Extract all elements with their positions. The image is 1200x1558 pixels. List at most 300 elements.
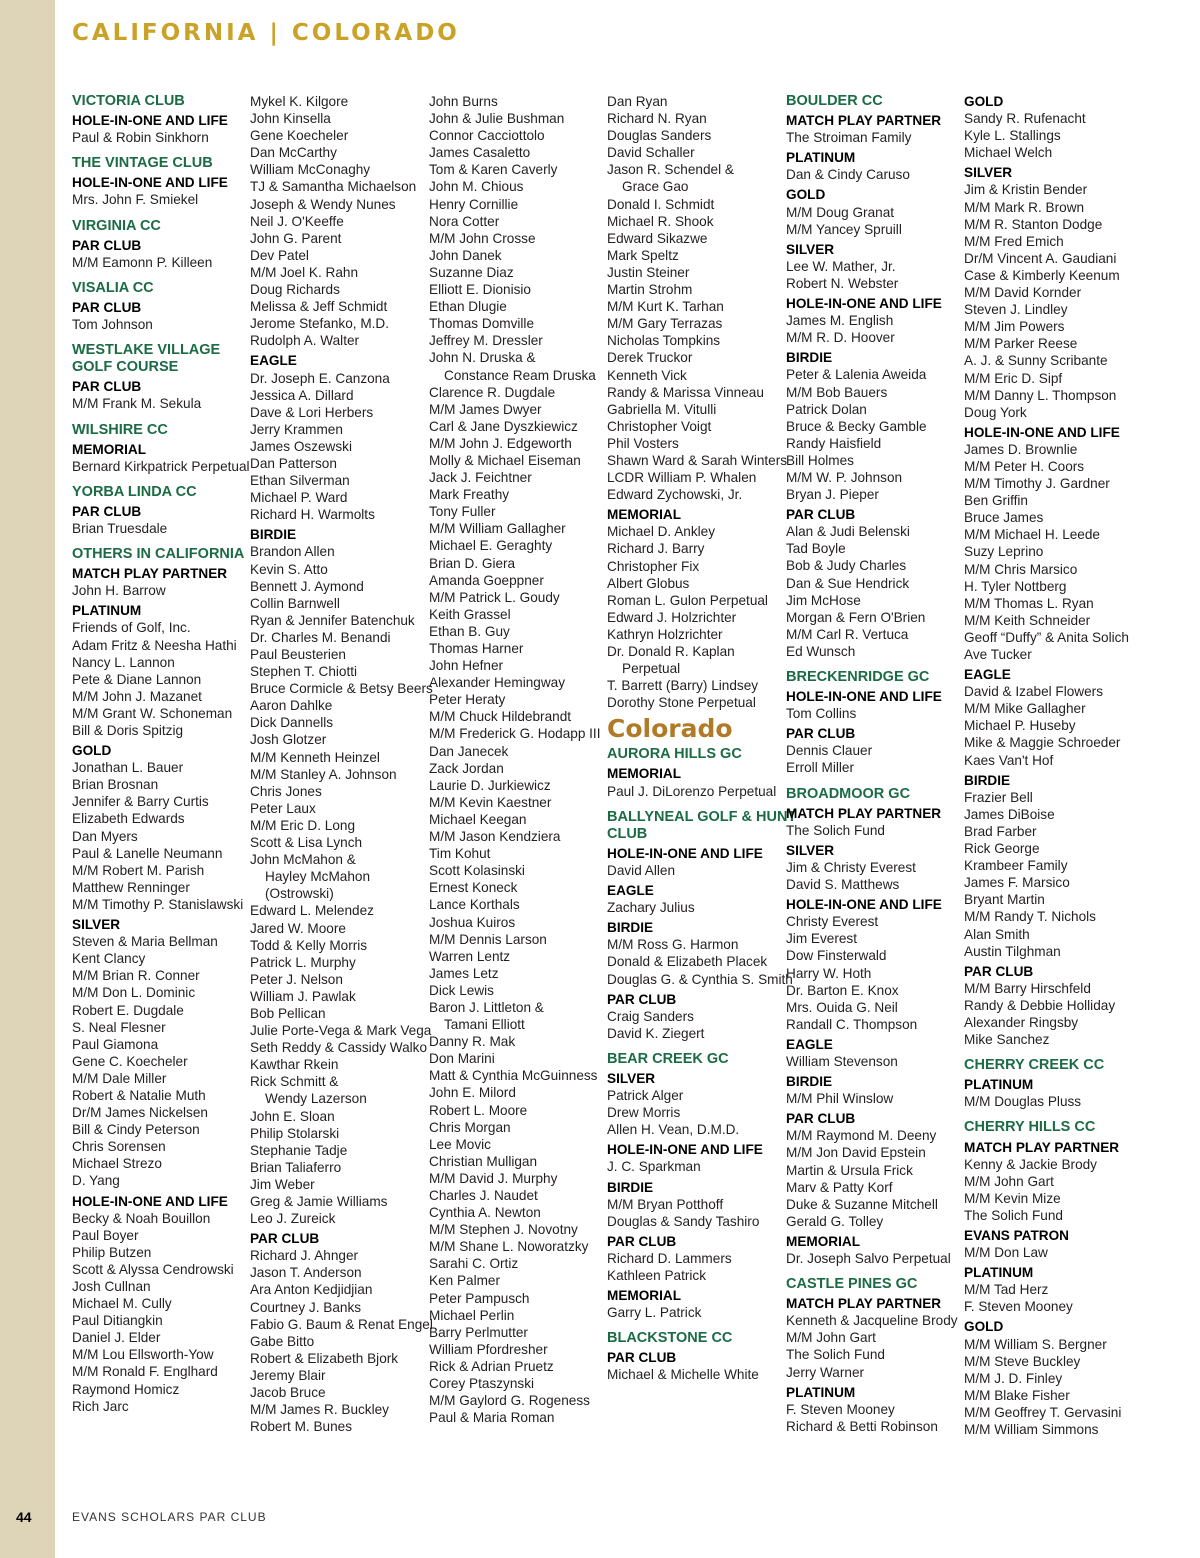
member-name: Paul Boyer	[72, 1227, 139, 1243]
member-name: Keith Grassel	[429, 606, 511, 622]
member-name: Courtney J. Banks	[250, 1299, 362, 1315]
member-name: Ken Palmer	[429, 1273, 501, 1289]
level-heading: PAR CLUB	[964, 963, 1034, 979]
member-name: Edward J. Holzrichter	[607, 609, 737, 625]
member-name: Bill Holmes	[786, 452, 854, 468]
member-name: Michael & Michelle White	[607, 1367, 759, 1383]
member-name: Dave & Lori Herbers	[250, 404, 374, 420]
level-heading: SILVER	[964, 165, 1013, 181]
member-name: Michael D. Ankley	[607, 524, 716, 540]
member-name: Bryant Martin	[964, 892, 1045, 908]
member-name: Randall C. Thompson	[786, 1016, 918, 1032]
member-name: Scott Kolasinski	[429, 863, 525, 879]
member-name: Philip Butzen	[72, 1244, 152, 1260]
member-name: Patrick Alger	[607, 1088, 684, 1104]
member-name: Douglas Sanders	[607, 128, 712, 144]
member-name: Mark Freathy	[429, 487, 510, 503]
member-name: Kaes Van't Hof	[964, 752, 1054, 768]
member-name: D. Yang	[72, 1173, 120, 1189]
member-name: Richard H. Warmolts	[250, 507, 375, 523]
column-1	[72, 93, 248, 1415]
member-name: Dev Patel	[250, 247, 309, 263]
member-name: Thomas Domville	[429, 316, 534, 332]
member-name: M/M Lou Ellsworth-Yow	[72, 1347, 214, 1363]
member-name: Brandon Allen	[250, 544, 335, 560]
level-heading: PLATINUM	[964, 1077, 1034, 1093]
member-name: William J. Pawlak	[250, 988, 356, 1004]
member-name: Corey Ptaszynski	[429, 1376, 535, 1392]
level-heading: PAR CLUB	[607, 991, 677, 1007]
member-name: M/M Parker Reese	[964, 336, 1078, 352]
member-name: M/M Joel K. Rahn	[250, 264, 359, 280]
level-heading: PLATINUM	[964, 1265, 1034, 1281]
member-name: M/M John Gart	[786, 1330, 876, 1346]
member-name: James D. Brownlie	[964, 441, 1078, 457]
member-name: M/M Eric D. Long	[250, 817, 355, 833]
level-heading: GOLD	[964, 1319, 1004, 1335]
member-name: Dr/M James Nickelsen	[72, 1105, 208, 1121]
member-name: John Hefner	[429, 658, 504, 674]
member-name: Jerry Warner	[786, 1364, 865, 1380]
member-name: Zack Jordan	[429, 760, 504, 776]
member-name: M/M David Kornder	[964, 285, 1082, 301]
member-name: M/M James Dwyer	[429, 401, 542, 417]
member-name: Jennifer & Barry Curtis	[72, 794, 209, 810]
club-name: BLACKSTONE CC	[607, 1330, 733, 1347]
state-heading: Colorado	[607, 714, 733, 744]
member-name: Edward L. Melendez	[250, 903, 374, 919]
member-name: John N. Druska &	[429, 350, 536, 366]
column-4	[607, 93, 797, 1384]
member-name: Kenny & Jackie Brody	[964, 1156, 1097, 1172]
member-name: Craig Sanders	[607, 1008, 694, 1024]
level-heading: HOLE-IN-ONE AND LIFE	[607, 845, 763, 861]
column-3	[429, 93, 605, 1426]
member-name: Brian Taliaferro	[250, 1159, 342, 1175]
member-name: Christopher Voigt	[607, 418, 712, 434]
level-heading: PAR CLUB	[72, 299, 142, 315]
member-name: Friends of Golf, Inc.	[72, 620, 191, 636]
member-name: Dr. Barton E. Knox	[786, 982, 899, 998]
member-name: M/M Raymond M. Deeny	[786, 1128, 937, 1144]
member-name: Michael Keegan	[429, 811, 527, 827]
member-name: Austin Tilghman	[964, 943, 1061, 959]
member-name: Paul Ditiangkin	[72, 1313, 163, 1329]
member-name: Peter Heraty	[429, 692, 506, 708]
member-name: Rick George	[964, 841, 1040, 857]
member-name: Jerome Stefanko, M.D.	[250, 316, 390, 332]
member-name: Brad Farber	[964, 823, 1037, 839]
member-name: M/M W. P. Johnson	[786, 469, 903, 485]
member-name: Dan Ryan	[607, 94, 668, 109]
member-name: Bob Pellican	[250, 1005, 326, 1021]
member-name: Chris Jones	[250, 783, 322, 799]
club-name: CHERRY HILLS CC	[964, 1119, 1096, 1136]
member-name: John E. Milord	[429, 1085, 516, 1101]
member-name: Ara Anton Kedjidjian	[250, 1282, 373, 1298]
member-name: Sandy R. Rufenacht	[964, 111, 1086, 127]
member-name: Jim McHose	[786, 592, 861, 608]
member-name: Jacob Bruce	[250, 1385, 326, 1401]
member-name: Danny R. Mak	[429, 1034, 516, 1050]
member-name: Josh Glotzer	[250, 732, 327, 748]
page-header: CALIFORNIA | COLORADO	[72, 20, 460, 46]
member-name: Robert E. Dugdale	[72, 1002, 184, 1018]
member-name: Michael Welch	[964, 145, 1053, 161]
member-name: M/M Robert M. Parish	[72, 862, 205, 878]
member-name: Roman L. Gulon Perpetual	[607, 592, 768, 608]
member-name: Allen H. Vean, D.M.D.	[607, 1122, 740, 1138]
member-name: Paul & Robin Sinkhorn	[72, 130, 209, 146]
member-name: Lance Korthals	[429, 897, 520, 913]
member-name: Brian D. Giera	[429, 555, 516, 571]
member-name: Becky & Noah Bouillon	[72, 1210, 211, 1226]
member-name: Kawthar Rkein	[250, 1057, 339, 1073]
level-heading: BIRDIE	[786, 350, 833, 366]
member-name: Alan & Judi Belenski	[786, 524, 910, 540]
member-name: M/M Phil Winslow	[786, 1091, 894, 1107]
side-bar	[0, 0, 55, 1558]
member-name: M/M Danny L. Thompson	[964, 387, 1117, 403]
member-name: M/M John J. Mazanet	[72, 688, 202, 704]
member-name: Bernard Kirkpatrick Perpetual	[72, 458, 250, 474]
member-name: Leo J. Zureick	[250, 1211, 336, 1227]
member-name: Jim Everest	[786, 931, 858, 947]
member-name: M/M James R. Buckley	[250, 1402, 389, 1418]
member-name: William Stevenson	[786, 1053, 898, 1069]
member-name: Marv & Patty Korf	[786, 1179, 893, 1195]
member-name: T. Barrett (Barry) Lindsey	[607, 678, 759, 694]
member-name: A. J. & Sunny Scribante	[964, 353, 1108, 369]
level-heading: MEMORIAL	[607, 1288, 682, 1304]
member-name: Rick & Adrian Pruetz	[429, 1358, 554, 1374]
member-name: M/M Jim Powers	[964, 319, 1065, 335]
member-name: Scott & Lisa Lynch	[250, 835, 363, 851]
member-name: James Casaletto	[429, 145, 531, 161]
member-name: Gabriella M. Vitulli	[607, 401, 717, 417]
member-name: Thomas Harner	[429, 641, 524, 656]
member-name: M/M Mike Gallagher	[964, 701, 1086, 717]
member-name: M/M Dennis Larson	[429, 931, 547, 947]
member-name: John & Julie Bushman	[429, 111, 565, 127]
member-name: Hayley McMahon	[265, 869, 371, 885]
member-name: Kathleen Patrick	[607, 1268, 706, 1283]
level-heading: EAGLE	[607, 883, 654, 899]
member-name: Mike Sanchez	[964, 1032, 1050, 1048]
member-name: Tad Boyle	[786, 541, 846, 557]
level-heading: HOLE-IN-ONE AND LIFE	[72, 113, 228, 129]
member-name: David K. Ziegert	[607, 1025, 705, 1041]
club-name: WILSHIRE CC	[72, 421, 168, 438]
member-name: Matthew Renninger	[72, 879, 190, 895]
member-name: Cynthia A. Newton	[429, 1205, 541, 1221]
member-name: Frazier Bell	[964, 789, 1033, 805]
level-heading: GOLD	[964, 94, 1004, 109]
member-name: Michael M. Cully	[72, 1296, 172, 1312]
level-heading: MATCH PLAY PARTNER	[72, 566, 228, 582]
member-name: Suzanne Diaz	[429, 264, 514, 280]
member-name: Case & Kimberly Keenum	[964, 267, 1120, 283]
member-name: M/M David J. Murphy	[429, 1170, 558, 1186]
member-name: Michael E. Geraghty	[429, 538, 553, 554]
member-name: James M. English	[786, 313, 894, 329]
member-name: James Letz	[429, 965, 499, 981]
member-name: Ethan Silverman	[250, 473, 350, 489]
level-heading: MATCH PLAY PARTNER	[786, 805, 942, 821]
club-name: CASTLE PINES GC	[786, 1276, 918, 1293]
member-name: Duke & Suzanne Mitchell	[786, 1196, 938, 1212]
member-name: Wendy Lazerson	[265, 1091, 367, 1107]
member-name: Christian Mulligan	[429, 1153, 538, 1169]
member-name: Phil Vosters	[607, 435, 679, 451]
level-heading: PLATINUM	[786, 150, 856, 166]
level-heading: SILVER	[786, 241, 835, 257]
member-name: M/M Brian R. Conner	[72, 968, 200, 984]
member-name: Alexander Ringsby	[964, 1014, 1079, 1030]
member-name: M/M R. Stanton Dodge	[964, 216, 1103, 232]
level-heading: EAGLE	[964, 667, 1011, 683]
member-name: Justin Steiner	[607, 264, 690, 280]
member-name: The Solich Fund	[786, 1347, 885, 1363]
member-name: Peter Pampusch	[429, 1290, 530, 1306]
member-name: Paul Giamona	[72, 1036, 159, 1052]
member-name: J. C. Sparkman	[607, 1159, 701, 1175]
member-name: M/M Barry Hirschfeld	[964, 980, 1091, 996]
member-name: Constance Ream Druska	[444, 367, 596, 383]
member-name: John M. Chious	[429, 179, 524, 195]
member-name: Dow Finsterwald	[786, 948, 887, 964]
member-name: Sarahi C. Ortiz	[429, 1256, 519, 1272]
member-name: Dr. Joseph Salvo Perpetual	[786, 1251, 951, 1266]
member-name: Rudolph A. Walter	[250, 333, 360, 349]
level-heading: SILVER	[607, 1070, 656, 1086]
member-name: Nora Cotter	[429, 213, 500, 229]
member-name: M/M R. D. Hoover	[786, 330, 895, 346]
level-heading: EVANS PATRON	[964, 1228, 1069, 1243]
member-name: M/M Gaylord G. Rogeness	[429, 1393, 590, 1409]
club-name: BEAR CREEK GC	[607, 1050, 729, 1067]
member-name: Chris Sorensen	[72, 1139, 166, 1155]
member-name: Collin Barnwell	[250, 595, 340, 611]
member-name: Dan & Sue Hendrick	[786, 575, 910, 591]
level-heading: MEMORIAL	[607, 766, 682, 782]
member-name: Mark Speltz	[607, 247, 679, 263]
page-number: 44	[16, 1509, 32, 1525]
level-heading: BIRDIE	[607, 1179, 654, 1195]
member-name: Dr. Charles M. Benandi	[250, 629, 391, 645]
member-name: Robert M. Bunes	[250, 1419, 352, 1435]
member-name: M/M Patrick L. Goudy	[429, 589, 560, 605]
member-name: M/M Steve Buckley	[964, 1353, 1081, 1369]
member-name: Philip Stolarski	[250, 1125, 340, 1141]
member-name: Kevin S. Atto	[250, 561, 328, 577]
member-name: Albert Globus	[607, 575, 690, 591]
level-heading: HOLE-IN-ONE AND LIFE	[964, 424, 1120, 440]
member-name: William Pfordresher	[429, 1341, 548, 1357]
member-name: Melissa & Jeff Schmidt	[250, 299, 388, 315]
member-name: Ernest Koneck	[429, 880, 518, 896]
member-name: Peter Laux	[250, 800, 316, 816]
member-name: Gabe Bitto	[250, 1333, 315, 1349]
member-name: M/M Mark R. Brown	[964, 199, 1085, 215]
member-name: F. Steven Mooney	[786, 1401, 895, 1417]
member-name: Alexander Hemingway	[429, 675, 566, 691]
member-name: M/M Ronald F. Englhard	[72, 1364, 218, 1380]
level-heading: HOLE-IN-ONE AND LIFE	[72, 175, 228, 191]
member-name: Fabio G. Baum & Renat Engel	[250, 1316, 433, 1332]
club-name: YORBA LINDA CC	[72, 483, 197, 500]
member-name: William McConaghy	[250, 162, 371, 178]
member-name: M/M Geoffrey T. Gervasini	[964, 1404, 1122, 1420]
member-name: Raymond Homicz	[72, 1381, 180, 1397]
member-name: TJ & Samantha Michaelson	[250, 179, 417, 195]
member-name: M/M Randy T. Nichols	[964, 909, 1096, 925]
member-name: Edward Zychowski, Jr.	[607, 487, 743, 503]
member-name: Martin Strohm	[607, 282, 693, 298]
club-name: OTHERS IN CALIFORNIA	[72, 546, 245, 563]
club-name: GOLF COURSE	[72, 359, 179, 376]
member-name: M/M Kenneth Heinzel	[250, 749, 380, 765]
member-name: (Ostrowski)	[265, 886, 334, 902]
member-name: Greg & Jamie Williams	[250, 1194, 388, 1209]
member-name: M/M Bob Bauers	[786, 384, 888, 400]
member-name: Krambeer Family	[964, 858, 1068, 874]
member-name: Morgan & Fern O'Brien	[786, 609, 926, 625]
member-name: Robert & Elizabeth Bjork	[250, 1350, 399, 1366]
level-heading: PAR CLUB	[72, 379, 142, 395]
member-name: Joseph & Wendy Nunes	[250, 196, 396, 212]
level-heading: PLATINUM	[786, 1384, 856, 1400]
member-name: Clarence R. Dugdale	[429, 384, 556, 400]
member-name: Bryan J. Pieper	[786, 487, 879, 503]
member-name: Derek Truckor	[607, 350, 693, 366]
member-name: M/M William S. Bergner	[964, 1336, 1107, 1352]
member-name: Michael R. Shook	[607, 213, 714, 229]
member-name: M/M Ross G. Harmon	[607, 937, 739, 953]
column-6	[964, 93, 1140, 1438]
member-name: Bill & Cindy Peterson	[72, 1122, 200, 1138]
member-name: Baron J. Littleton &	[429, 999, 544, 1015]
member-name: Stephanie Tadje	[250, 1142, 348, 1158]
member-name: James DiBoise	[964, 806, 1055, 822]
member-name: Molly & Michael Eiseman	[429, 452, 581, 468]
member-name: LCDR William P. Whalen	[607, 470, 757, 486]
member-name: M/M John Crosse	[429, 230, 536, 246]
member-name: Patrick Dolan	[786, 401, 867, 417]
member-name: M/M Yancey Spruill	[786, 221, 902, 237]
member-name: Kenneth Vick	[607, 367, 687, 383]
member-name: Donald & Elizabeth Placek	[607, 954, 768, 970]
member-name: Steven J. Lindley	[964, 302, 1068, 318]
level-heading: BIRDIE	[607, 920, 654, 936]
member-name: John H. Barrow	[72, 583, 166, 599]
club-name: CLUB	[607, 825, 648, 842]
member-name: Suzy Leprino	[964, 544, 1044, 560]
member-name: Jerry Krammen	[250, 421, 343, 437]
level-heading: HOLE-IN-ONE AND LIFE	[786, 296, 942, 312]
member-name: Patrick L. Murphy	[250, 954, 356, 970]
member-name: Donald I. Schmidt	[607, 196, 715, 212]
member-name: M/M Don Law	[964, 1245, 1048, 1261]
member-name: Tamani Elliott	[444, 1017, 525, 1033]
member-name: Don Marini	[429, 1051, 495, 1067]
member-name: Dick Dannells	[250, 715, 334, 731]
level-heading: BIRDIE	[250, 527, 297, 543]
member-name: Erroll Miller	[786, 760, 854, 776]
member-name: Rich Jarc	[72, 1398, 129, 1414]
member-name: Dan Myers	[72, 828, 138, 844]
member-name: M/M Kevin Mize	[964, 1190, 1061, 1206]
level-heading: GOLD	[72, 743, 112, 759]
level-heading: PAR CLUB	[72, 237, 142, 253]
member-name: Doug Richards	[250, 282, 340, 298]
member-name: Rick Schmitt &	[250, 1074, 339, 1090]
member-name: Zachary Julius	[607, 900, 695, 916]
member-name: Jonathan L. Bauer	[72, 760, 184, 776]
member-name: Robert L. Moore	[429, 1102, 528, 1118]
member-name: M/M Fred Emich	[964, 233, 1064, 249]
member-name: M/M Kevin Kaestner	[429, 794, 552, 810]
member-name: Ed Wunsch	[786, 643, 856, 659]
member-name: Bill & Doris Spitzig	[72, 723, 184, 738]
member-name: Ethan B. Guy	[429, 623, 510, 639]
level-heading: GOLD	[786, 187, 826, 203]
member-name: Michael P. Ward	[250, 490, 348, 506]
member-name: James F. Marsico	[964, 875, 1070, 891]
member-name: Gene Koecheler	[250, 128, 349, 144]
member-name: Adam Fritz & Neesha Hathi	[72, 637, 237, 653]
member-name: Tom & Karen Caverly	[429, 162, 558, 178]
member-name: Seth Reddy & Cassidy Walko	[250, 1040, 428, 1056]
member-name: David Schaller	[607, 145, 695, 161]
member-name: M/M Stephen J. Novotny	[429, 1222, 578, 1238]
column-2	[250, 93, 433, 1435]
member-name: M/M Grant W. Schoneman	[72, 705, 233, 721]
club-name: CHERRY CREEK CC	[964, 1057, 1105, 1074]
member-name: M/M Blake Fisher	[964, 1387, 1070, 1403]
member-name: Steven & Maria Bellman	[72, 934, 218, 950]
member-name: Richard J. Ahnger	[250, 1248, 359, 1264]
member-name: Jim & Kristin Bender	[964, 182, 1088, 198]
member-name: Randy Haisfield	[786, 435, 882, 451]
member-name: Paul & Maria Roman	[429, 1410, 555, 1426]
member-name: M/M Peter H. Coors	[964, 458, 1085, 474]
member-name: Robert & Natalie Muth	[72, 1087, 206, 1103]
member-name: Mrs. Ouida G. Neil	[786, 999, 898, 1015]
member-name: M/M Timothy J. Gardner	[964, 476, 1110, 492]
member-name: Jared W. Moore	[250, 920, 346, 936]
member-name: Dan & Cindy Caruso	[786, 167, 910, 183]
column-5	[786, 93, 962, 1435]
club-name: BROADMOOR GC	[786, 785, 911, 802]
member-name: S. Neal Flesner	[72, 1019, 166, 1035]
member-name: Alan Smith	[964, 926, 1030, 942]
member-name: Randy & Debbie Holliday	[964, 997, 1116, 1013]
member-name: M/M Kurt K. Tarhan	[607, 299, 724, 315]
level-heading: PAR CLUB	[786, 1111, 856, 1127]
member-name: Garry L. Patrick	[607, 1305, 702, 1321]
member-name: Richard D. Lammers	[607, 1250, 732, 1266]
member-name: John G. Parent	[250, 230, 342, 246]
member-name: Tom Johnson	[72, 317, 153, 333]
club-name: VISALIA CC	[72, 279, 154, 296]
member-name: Ethan Dlugie	[429, 299, 507, 315]
member-name: M/M Dale Miller	[72, 1070, 167, 1086]
member-name: Warren Lentz	[429, 948, 511, 964]
member-name: M/M John Gart	[964, 1173, 1054, 1189]
level-heading: HOLE-IN-ONE AND LIFE	[72, 1193, 228, 1209]
member-name: Robert N. Webster	[786, 275, 899, 291]
